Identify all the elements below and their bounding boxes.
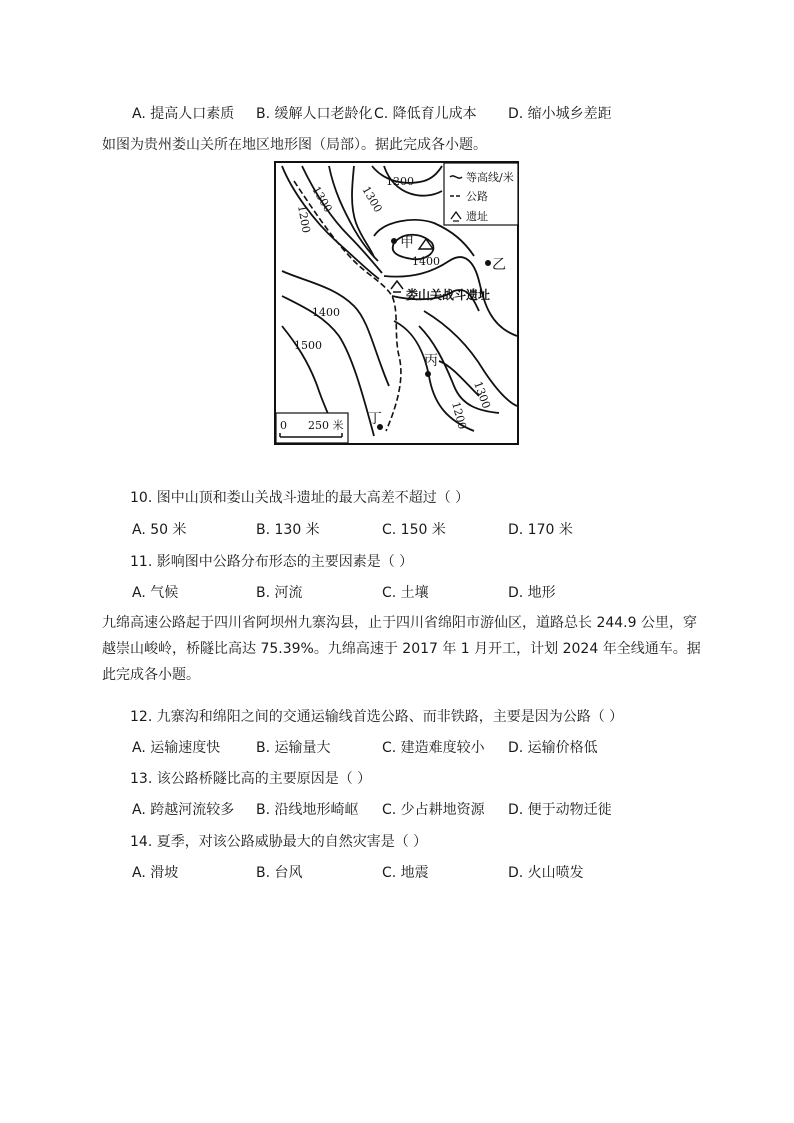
- legend-site-label: 遗址: [466, 210, 488, 223]
- question-13-stem: 13. 该公路桥隧比高的主要原因是（ ）: [130, 771, 372, 787]
- q14-option-b[interactable]: B. 台风: [256, 865, 303, 881]
- contour-label: 1200: [295, 204, 313, 235]
- q10-option-a[interactable]: A. 50 米: [132, 522, 187, 538]
- q12-option-d[interactable]: D. 运输价格低: [508, 740, 598, 756]
- q10-option-b[interactable]: B. 130 米: [256, 522, 320, 538]
- point-jia-label: 甲: [400, 235, 414, 251]
- question-14-stem: 14. 夏季，对该公路威胁最大的自然灾害是（ ）: [130, 834, 428, 850]
- q11-option-a[interactable]: A. 气候: [132, 585, 179, 601]
- q9-option-a[interactable]: A. 提高人口素质: [132, 106, 235, 122]
- scale-zero: 0: [280, 419, 287, 432]
- q9-option-c[interactable]: C. 降低育儿成本: [374, 106, 477, 122]
- topographic-map: [274, 161, 519, 445]
- q14-option-d[interactable]: D. 火山喷发: [508, 865, 584, 881]
- scale-bar: [276, 413, 348, 443]
- q13-option-d[interactable]: D. 便于动物迁徙: [508, 802, 612, 818]
- point-bing-label: 丙: [424, 353, 438, 369]
- q10-option-d[interactable]: D. 170 米: [508, 522, 573, 538]
- scale-value: 250 米: [308, 419, 344, 432]
- q12-option-a[interactable]: A. 运输速度快: [132, 740, 221, 756]
- q11-option-b[interactable]: B. 河流: [256, 585, 303, 601]
- q11-option-c[interactable]: C. 土壤: [382, 585, 429, 601]
- question-11-stem: 11. 影响图中公路分布形态的主要因素是（ ）: [130, 554, 414, 570]
- q9-option-d[interactable]: D. 缩小城乡差距: [508, 106, 612, 122]
- passage-text: 九绵高速公路起于四川省阿坝州九寨沟县，止于四川省绵阳市游仙区，道路总长 244.9 公里，穿越崇山峻岭，桥隧比高达 75.39%。九绵高速于 2017 年 1 月开工，计划 2024 年全线通车。据此完成各小题。: [102, 615, 701, 683]
- point-ding-label: 丁: [368, 411, 382, 427]
- q13-option-b[interactable]: B. 沿线地形崎岖: [256, 802, 359, 818]
- contour-label: 1400: [312, 306, 340, 319]
- q10-option-c[interactable]: C. 150 米: [382, 522, 446, 538]
- q13-option-c[interactable]: C. 少占耕地资源: [382, 802, 485, 818]
- site-label: 娄山关战斗遗址: [406, 288, 491, 302]
- q14-option-a[interactable]: A. 滑坡: [132, 865, 179, 881]
- point-yi-label: 乙: [492, 257, 506, 273]
- q12-option-b[interactable]: B. 运输量大: [256, 740, 331, 756]
- point-bing-dot: [425, 371, 431, 377]
- contour-label: 1400: [412, 255, 440, 268]
- contour-label: 1200: [449, 400, 469, 431]
- contour-label: 1500: [294, 339, 322, 352]
- question-10-stem: 10. 图中山顶和娄山关战斗遗址的最大高差不超过（ ）: [130, 490, 470, 506]
- contour-label: 1300: [309, 184, 335, 215]
- q12-option-c[interactable]: C. 建造难度较小: [382, 740, 485, 756]
- legend-road-label: 公路: [466, 190, 488, 203]
- point-yi-dot: [485, 260, 491, 266]
- q13-option-a[interactable]: A. 跨越河流较多: [132, 802, 235, 818]
- q11-option-d[interactable]: D. 地形: [508, 585, 556, 601]
- q14-option-c[interactable]: C. 地震: [382, 865, 429, 881]
- legend-contour-label: 等高线/米: [466, 171, 514, 184]
- contour-label: 1200: [386, 175, 414, 188]
- map-intro: 如图为贵州娄山关所在地区地形图（局部）。据此完成各小题。: [102, 137, 487, 153]
- point-jia-dot: [391, 238, 397, 244]
- contour-label: 1300: [359, 184, 385, 215]
- contour-label: 1300: [471, 379, 493, 411]
- q9-option-b[interactable]: B. 缓解人口老龄化: [256, 106, 373, 122]
- map-legend: [444, 163, 518, 225]
- question-12-stem: 12. 九寨沟和绵阳之间的交通运输线首选公路、而非铁路，主要是因为公路（ ）: [130, 709, 624, 725]
